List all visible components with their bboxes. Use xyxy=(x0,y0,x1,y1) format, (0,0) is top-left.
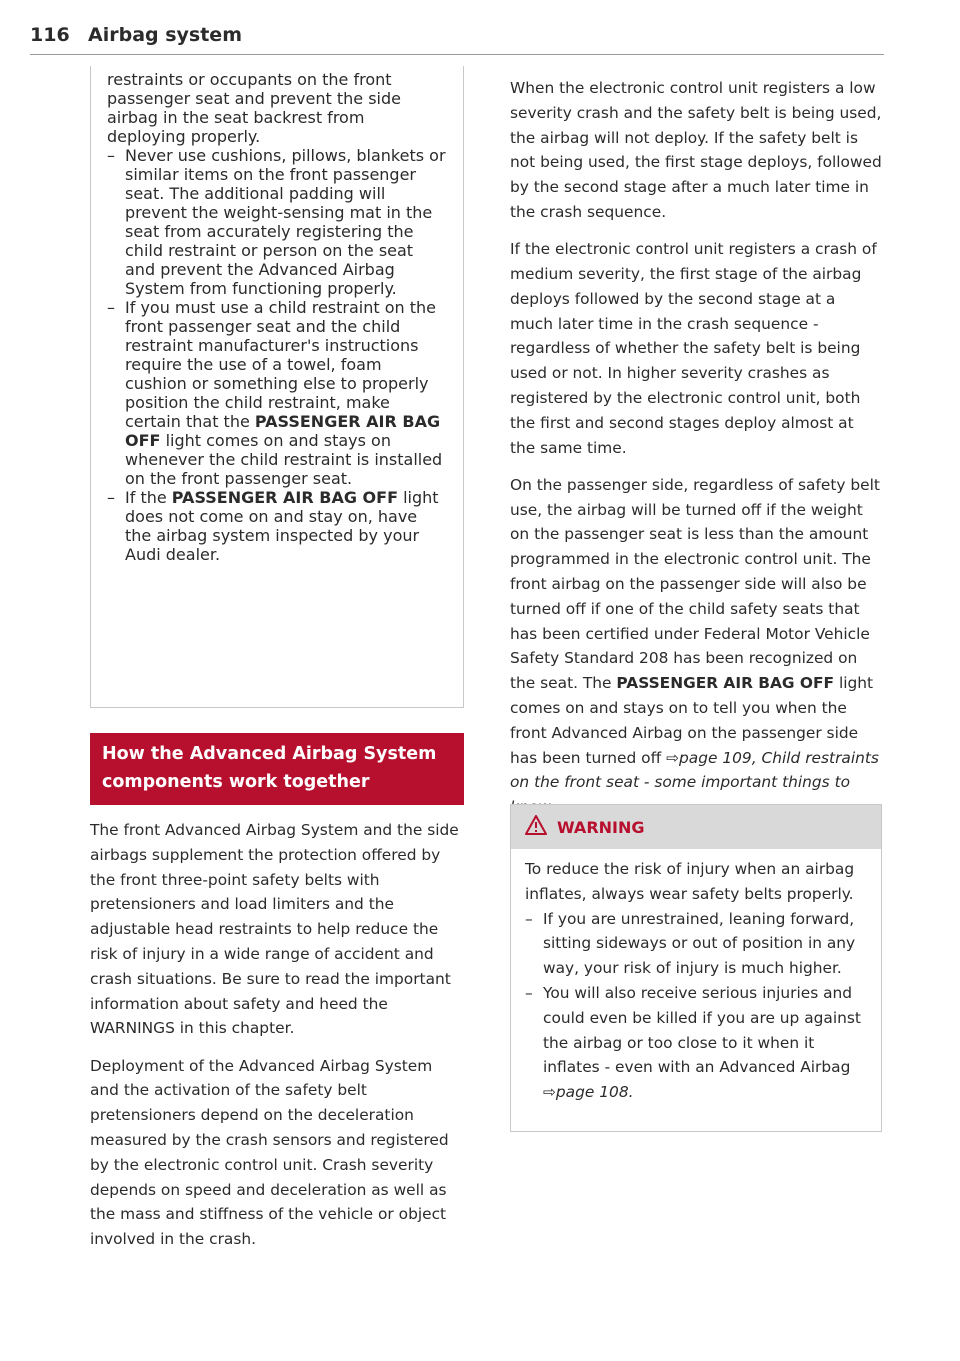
arrow-right-icon: ⇨ xyxy=(543,1083,556,1102)
warning-body xyxy=(511,849,881,1105)
list-item-text: light comes on and stays on whenever the child restraint is installed on the front passenger seat. xyxy=(125,431,443,488)
page-reference-link[interactable]: page 109, Child restraints on the front seat - some important things to xyxy=(510,748,879,792)
paragraph: The front Advanced Airbag System and the side airbags supplement the protection offered by the front three-point safety belts with pretensioners and load limiters and the adjustable head restraints to help reduce the risk of injury in a wide range of accident and crash situations. Be sure to read the important information about safety and heed the WARNINGS in this chapter. xyxy=(90,821,459,1038)
left-body-text xyxy=(90,818,464,1252)
warning-continued-box xyxy=(90,66,464,708)
warning-list xyxy=(525,907,867,1105)
paragraph: Deployment of the Advanced Airbag System and the activation of the safety belt pretensioners depend on the deceleration measured by the crash sensors and registered by the electronic control unit. Crash severity depends on speed and deceleration as well as the mass and stiffness of the vehicle or object involved in the crash. xyxy=(90,1056,449,1249)
arrow-right-icon: ⇨ xyxy=(666,748,680,767)
warning-header xyxy=(511,805,881,849)
warning-continued-list xyxy=(107,146,447,564)
indicator-label: PASSENGER AIR BAG OFF xyxy=(171,488,399,507)
list-item-text: If you are unrestrained, leaning forward, sitting sideways or out of position in any way, your risk of injury is much higher. xyxy=(543,909,856,978)
paragraph-text: On the passenger side, regardless of safety belt use, the airbag will be turned off if the weight on the passenger seat is less than the amount programmed in the electronic control unit. The front airbag on the passenger side will also be turned off if one of the child safety seats that has been certified under Federal Motor Vehicle Safety Standard 208 has been recognized on the seat. The xyxy=(510,475,880,693)
list-item xyxy=(107,488,447,564)
section-title: Airbag system xyxy=(88,24,242,46)
list-item-text: light does not come on and stay on, have the airbag system inspected by your Audi dealer. xyxy=(125,488,439,564)
page-reference-link[interactable]: page 108. xyxy=(555,1083,634,1102)
list-item-text: You will also receive serious injuries and could even be killed if you are up against the airbag or too close to it when it inflates - even with an Advanced Airbag xyxy=(543,983,861,1077)
indicator-label: PASSENGER AIR BAG OFF xyxy=(125,412,441,450)
list-item-text: If you must use a child restraint on the front passenger seat and the child restraint manufacturer's instructions require the use of a towel, foam cushion or something else to properly position the child restraint, make certain that the xyxy=(125,298,436,431)
page-header xyxy=(30,20,884,55)
list-item xyxy=(525,981,867,1105)
warning-box xyxy=(510,804,882,1132)
paragraph-text: light comes on and stays on to tell you when the front Advanced Airbag on the passenger side has been turned off xyxy=(510,674,874,767)
indicator-label: PASSENGER AIR BAG OFF xyxy=(616,674,835,693)
list-item xyxy=(525,907,867,981)
warning-triangle-icon xyxy=(525,815,547,839)
warning-intro: To reduce the risk of injury when an airbag inflates, always wear safety belts properly. xyxy=(525,860,855,903)
list-item xyxy=(107,146,447,298)
right-column xyxy=(510,76,882,832)
list-item-text: If the xyxy=(125,488,167,507)
list-item xyxy=(107,298,447,488)
warning-continued-intro: restraints or occupants on the front passenger seat and prevent the side airbag in the seat backrest from deploying properly. xyxy=(107,70,401,146)
page-number: 116 xyxy=(30,24,70,46)
section-subheading: How the Advanced Airbag System components work together xyxy=(90,733,464,805)
list-item-text: Never use cushions, pillows, blankets or similar items on the front passenger seat. The additional padding will prevent the weight-sensing mat in the seat from accurately registering the child restraint or person on the seat and prevent the Advanced Airbag System from functioning properly. xyxy=(125,146,446,298)
paragraph: When the electronic control unit registers a low severity crash and the safety belt is being used, the airbag will not deploy. If the safety belt is not being used, the first stage deploys, followed by the second stage after a much later time in the crash sequence. xyxy=(510,79,882,221)
paragraph: If the electronic control unit registers a crash of medium severity, the first stage of the airbag deploys followed by the second stage at a much later time in the crash sequence - regardless of whether the safety belt is being used or not. In higher severity crashes as registered by the electronic control unit, both the first and second stages deploy almost at the same time. xyxy=(510,240,877,457)
warning-title: WARNING xyxy=(557,817,645,837)
paragraph xyxy=(510,473,882,820)
